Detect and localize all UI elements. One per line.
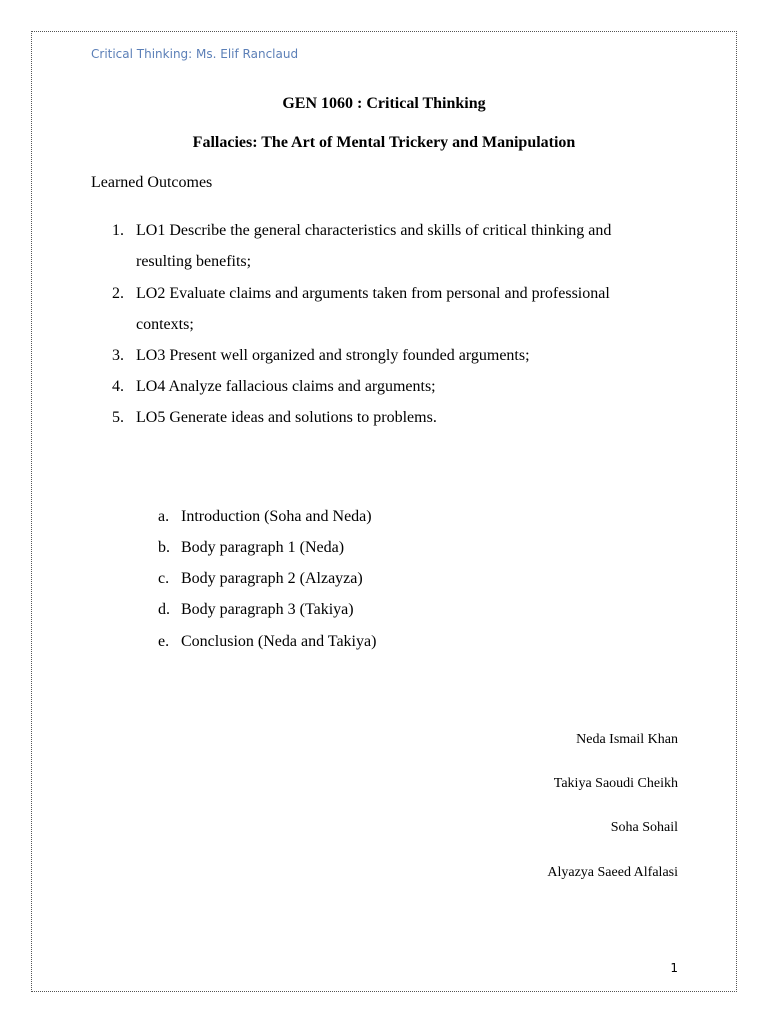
list-item-text: LO4 Analyze fallacious claims and arguments;: [136, 378, 436, 395]
outline-marker: d.: [158, 601, 170, 618]
list-item-text: LO2 Evaluate claims and arguments taken from personal and professional: [136, 285, 610, 302]
author-name: Soha Sohail: [610, 820, 678, 835]
outline-item: Body paragraph 2 (Alzayza): [181, 570, 363, 587]
list-item-text-continued: contexts;: [136, 316, 194, 333]
author-name: Takiya Saoudi Cheikh: [553, 776, 678, 791]
document-page: [31, 31, 737, 992]
page-header: Critical Thinking: Ms. Elif Ranclaud: [91, 47, 299, 61]
outline-item: Body paragraph 3 (Takiya): [181, 601, 354, 618]
list-item-text-continued: resulting benefits;: [136, 253, 252, 270]
author-name: Alyazya Saeed Alfalasi: [547, 865, 678, 880]
outline-marker: e.: [158, 633, 170, 650]
list-item-text: LO5 Generate ideas and solutions to problems.: [136, 409, 437, 426]
list-item-number: 4.: [112, 378, 124, 395]
list-item-number: 5.: [112, 409, 124, 426]
outline-marker: c.: [158, 570, 170, 587]
list-item-text: LO3 Present well organized and strongly founded arguments;: [136, 347, 530, 364]
outline-marker: a.: [158, 508, 170, 525]
list-item-number: 3.: [112, 347, 124, 364]
author-name: Neda Ismail Khan: [576, 732, 678, 747]
list-item-number: 1.: [112, 222, 124, 239]
page-number: 1: [670, 961, 678, 975]
document-subtitle: Fallacies: The Art of Mental Trickery and Manipulation: [192, 134, 576, 151]
outline-item: Body paragraph 1 (Neda): [181, 539, 345, 556]
list-item-text: LO1 Describe the general characteristics and skills of critical thinking and: [136, 222, 612, 239]
outline-marker: b.: [158, 539, 170, 556]
list-item-number: 2.: [112, 285, 124, 302]
outline-item: Conclusion (Neda and Takiya): [181, 633, 377, 650]
learning-outcomes-list: [32, 32, 736, 432]
section-heading: Learned Outcomes: [91, 174, 213, 191]
document-title: GEN 1060 : Critical Thinking: [282, 95, 486, 112]
outline-item: Introduction (Soha and Neda): [181, 508, 372, 525]
